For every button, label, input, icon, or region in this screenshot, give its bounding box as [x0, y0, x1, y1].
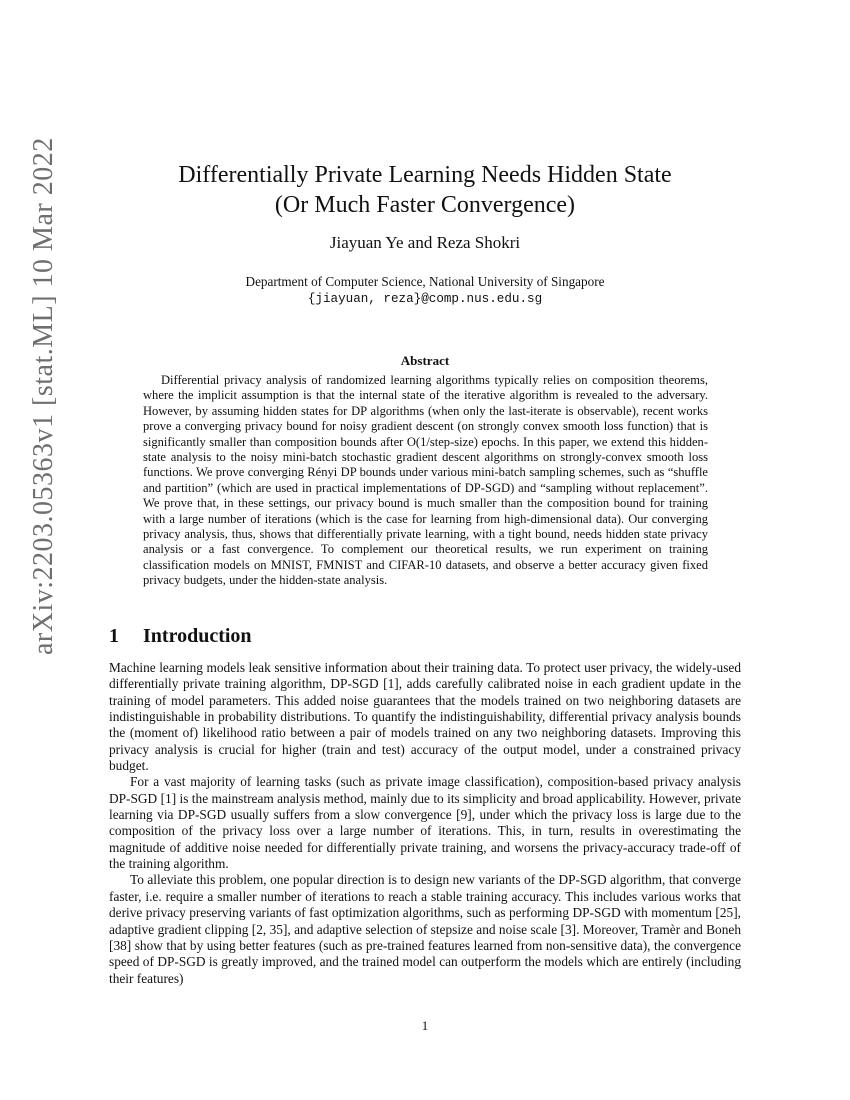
- arxiv-identifier-stamp: arXiv:2203.05363v1 [stat.ML] 10 Mar 2022: [28, 137, 59, 655]
- section-title: Introduction: [143, 625, 252, 647]
- paragraph: Machine learning models leak sensitive information about their training data. To protect user privacy, the widely-used differentially private training algorithm, DP-SGD [1], adds carefully calibrated noise in each gradient update in the training of model parameters. This added noise guarantees that the models trained on two neighboring datasets are indistinguishable in probability distributions. To quantify the indistinguishability, differential privacy analysis bounds the (moment of) likelihood ratio between a pair of models trained on any two neighboring datasets. Improving this privacy analysis is crucial for higher (train and test) accuracy of the output model, under a constrained privacy budget.: [109, 660, 741, 774]
- page-number: 1: [421, 1018, 429, 1033]
- paragraph: For a vast majority of learning tasks (such as private image classification), composition-based privacy analysis DP-SGD [1] is the mainstream analysis method, mainly due to its simplicity and broad applicability. However, private learning via DP-SGD usually suffers from a slow convergence [9], under which the privacy loss is large due to the composition of the privacy loss over a large number of iterations. This, in turn, results in overestimating the magnitude of additive noise needed for differentially private training, and worsens the privacy-accuracy trade-off of the training algorithm.: [109, 774, 741, 872]
- paper-title: [0, 160, 850, 220]
- abstract-text: Differential privacy analysis of randomized learning algorithms typically relies on composition theorems, where the implicit assumption is that the internal state of the iterative algorithm is revealed to the adversary. However, by assuming hidden states for DP algorithms (when only the last-iterate is observable), recent works prove a converging privacy bound for noisy gradient descent (on strongly convex smooth loss function) that is significantly smaller than composition bounds after O(1/step-size) epochs. In this paper, we extend this hidden-state analysis to the noisy mini-batch stochastic gradient descent algorithms on strongly-convex smooth loss functions. We prove converging Rényi DP bounds under various mini-batch sampling schemes, such as “shuffle and partition” (which are used in practical implementations of DP-SGD) and “sampling without replacement”. We prove that, in these settings, our privacy bound is much smaller than the composition bound for training with a large number of iterations (which is the case for learning from high-dimensional data). Our converging privacy analysis, thus, shows that differentially private learning, with a tight bound, needs hidden state privacy analysis or a fast convergence. To complement our theoretical results, we run experiment on training classification models on MNIST, FMNIST and CIFAR-10 datasets, and observe a better accuracy given fixed privacy budgets, under the hidden-state analysis.: [143, 373, 708, 588]
- section-heading: [109, 625, 749, 648]
- paragraph: To alleviate this problem, one popular direction is to design new variants of the DP-SGD algorithm, that converge faster, i.e. require a smaller number of iterations to reach a stable training accuracy. This includes various works that derive privacy preserving variants of fast optimization algorithms, such as performing DP-SGD with momentum [25], adaptive gradient clipping [2, 35], and adaptive selection of stepsize and noise scale [3]. Moreover, Tramèr and Boneh [38] show that by using better features (such as pre-trained features learned from non-sensitive data), the convergence speed of DP-SGD is greatly improved, and the trained model can outperform the models which are entirely (including their features): [109, 872, 741, 986]
- affiliation: Department of Computer Science, National University of Singapore: [245, 274, 605, 289]
- title-line-1: Differentially Private Learning Needs Hidden State: [178, 162, 672, 188]
- author-email: {jiayuan, reza}@comp.nus.edu.sg: [307, 292, 543, 306]
- abstract-heading: Abstract: [400, 353, 450, 368]
- introduction-body: [109, 660, 741, 987]
- authors: Jiayuan Ye and Reza Shokri: [329, 233, 521, 252]
- title-line-2: (Or Much Faster Convergence): [274, 192, 576, 218]
- section-number: 1: [109, 625, 119, 647]
